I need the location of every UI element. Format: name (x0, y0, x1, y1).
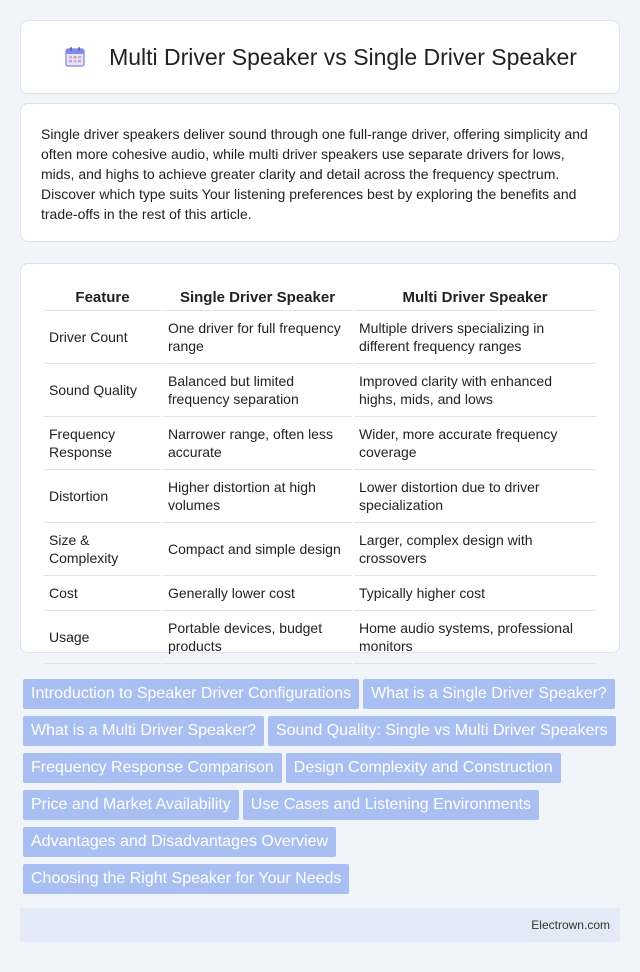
table-cell: Distortion (44, 470, 161, 523)
title-card (20, 20, 620, 94)
table-cell: Wider, more accurate frequency coverage (354, 417, 596, 470)
table-row (44, 611, 596, 664)
table-cell: Narrower range, often less accurate (163, 417, 352, 470)
table-cell: Larger, complex design with crossovers (354, 523, 596, 576)
topic-link[interactable]: Frequency Response Comparison (23, 753, 282, 783)
topic-link[interactable]: What is a Single Driver Speaker? (363, 679, 615, 709)
column-header: Single Driver Speaker (163, 284, 352, 311)
table-cell: Typically higher cost (354, 576, 596, 611)
topic-link[interactable]: Design Complexity and Construction (286, 753, 561, 783)
intro-text: Single driver speakers deliver sound through one full-range driver, offering simplicity and often more cohesive audio, while multi driver speakers use separate drivers for lows, mids, and highs to achieve greater clarity and detail across the frequency spectrum. Discover which type suits Your listening preferences best by exploring the benefits and trade-offs in the rest of this article. (41, 126, 588, 222)
table-row (44, 523, 596, 576)
topic-link[interactable]: Price and Market Availability (23, 790, 239, 820)
table-cell: Compact and simple design (163, 523, 352, 576)
topic-link[interactable]: What is a Multi Driver Speaker? (23, 716, 264, 746)
table-header-row (44, 284, 596, 311)
calendar-icon (63, 45, 87, 69)
table-cell: Cost (44, 576, 161, 611)
footer (20, 908, 620, 942)
table-cell: Generally lower cost (163, 576, 352, 611)
related-links (23, 679, 623, 901)
table-row (44, 576, 596, 611)
table-cell: Home audio systems, professional monitors (354, 611, 596, 664)
table-row (44, 417, 596, 470)
table-cell: Lower distortion due to driver specialization (354, 470, 596, 523)
column-header: Multi Driver Speaker (354, 284, 596, 311)
topic-link[interactable]: Sound Quality: Single vs Multi Driver Speakers (268, 716, 616, 746)
table-cell: Size & Complexity (44, 523, 161, 576)
comparison-table (42, 284, 598, 664)
intro-card (20, 103, 620, 242)
topic-link[interactable]: Use Cases and Listening Environments (243, 790, 539, 820)
table-row (44, 364, 596, 417)
comparison-table-card (20, 263, 620, 653)
table-cell: Sound Quality (44, 364, 161, 417)
table-cell: Higher distortion at high volumes (163, 470, 352, 523)
table-cell: Balanced but limited frequency separation (163, 364, 352, 417)
table-row (44, 311, 596, 364)
topic-link[interactable]: Choosing the Right Speaker for Your Needs (23, 864, 349, 894)
table-cell: Usage (44, 611, 161, 664)
page-title: Multi Driver Speaker vs Single Driver Speaker (109, 43, 577, 70)
table-cell: Frequency Response (44, 417, 161, 470)
topic-link[interactable]: Advantages and Disadvantages Overview (23, 827, 336, 857)
column-header: Feature (44, 284, 161, 311)
table-cell: Portable devices, budget products (163, 611, 352, 664)
table-cell: Multiple drivers specializing in different frequency ranges (354, 311, 596, 364)
table-cell: One driver for full frequency range (163, 311, 352, 364)
table-cell: Driver Count (44, 311, 161, 364)
footer-brand: Electrown.com (531, 918, 610, 932)
table-cell: Improved clarity with enhanced highs, mids, and lows (354, 364, 596, 417)
topic-link[interactable]: Introduction to Speaker Driver Configurations (23, 679, 359, 709)
table-row (44, 470, 596, 523)
